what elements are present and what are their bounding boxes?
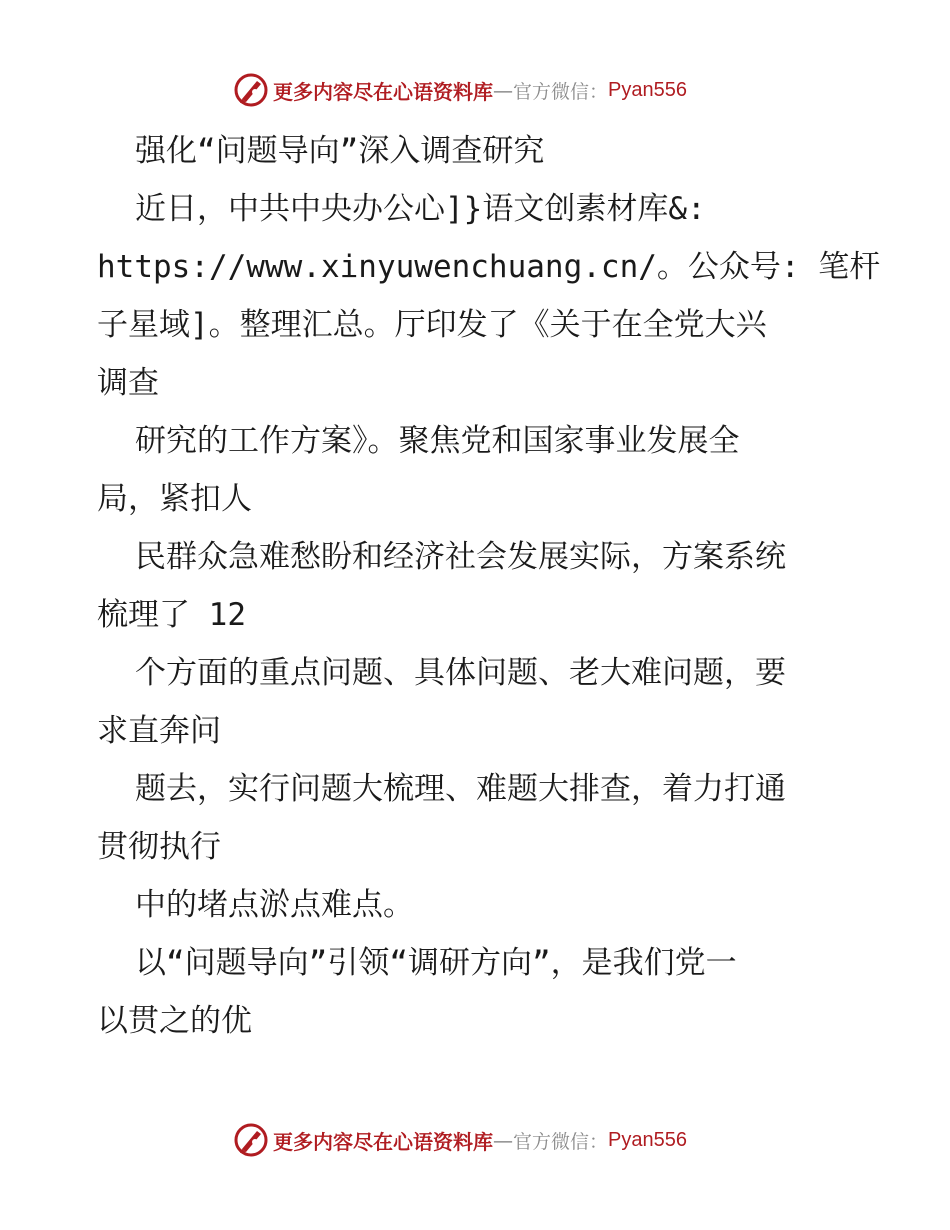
banner-dash: — — [493, 78, 513, 102]
document-title: 强化“问题导向”深入调查研究 — [135, 133, 545, 169]
footer-banner — [233, 1122, 687, 1158]
banner-wechat-id: Pyan556 — [608, 78, 687, 101]
banner-title: 更多内容尽在心语资料库 — [273, 79, 493, 104]
header-banner — [233, 72, 687, 108]
paragraph-line: 梳理了 12 — [97, 597, 246, 633]
paragraph-line: 个方面的重点问题、具体问题、老大难问题，要 — [135, 655, 786, 691]
banner-wechat-label: 官方微信： — [513, 80, 609, 103]
pen-logo-icon — [233, 72, 269, 108]
paragraph-line: 子星域]。整理汇总。厅印发了《关于在全党大兴 — [97, 307, 767, 343]
banner-wechat-label: 官方微信： — [513, 1130, 609, 1153]
paragraph-line: 研究的工作方案》。聚焦党和国家事业发展全 — [135, 423, 740, 459]
paragraph-line: 中的堵点淤点难点。 — [135, 887, 414, 923]
paragraph-line: 题去，实行问题大梳理、难题大排查，着力打通 — [135, 771, 786, 807]
paragraph-line: https://www.xinyuwenchuang.cn/。公众号: 笔杆 — [97, 249, 881, 285]
paragraph-line: 近日，中共中央办公心]}语文创素材库&: — [135, 191, 706, 227]
banner-title: 更多内容尽在心语资料库 — [273, 1129, 493, 1154]
paragraph-line: 调查 — [97, 365, 159, 401]
paragraph-line: 求直奔问 — [97, 713, 221, 749]
paragraph-line: 局，紧扣人 — [97, 481, 252, 517]
banner-dash: — — [493, 1128, 513, 1152]
paragraph-line: 民群众急难愁盼和经济社会发展实际，方案系统 — [135, 539, 786, 575]
paragraph-line: 以“问题导向”引领“调研方向”，是我们党一 — [135, 945, 737, 981]
paragraph-line: 贯彻执行 — [97, 829, 221, 865]
document-body — [97, 122, 881, 1050]
banner-wechat-id: Pyan556 — [608, 1128, 687, 1151]
paragraph-line: 以贯之的优 — [97, 1003, 252, 1039]
pen-logo-icon — [233, 1122, 269, 1158]
